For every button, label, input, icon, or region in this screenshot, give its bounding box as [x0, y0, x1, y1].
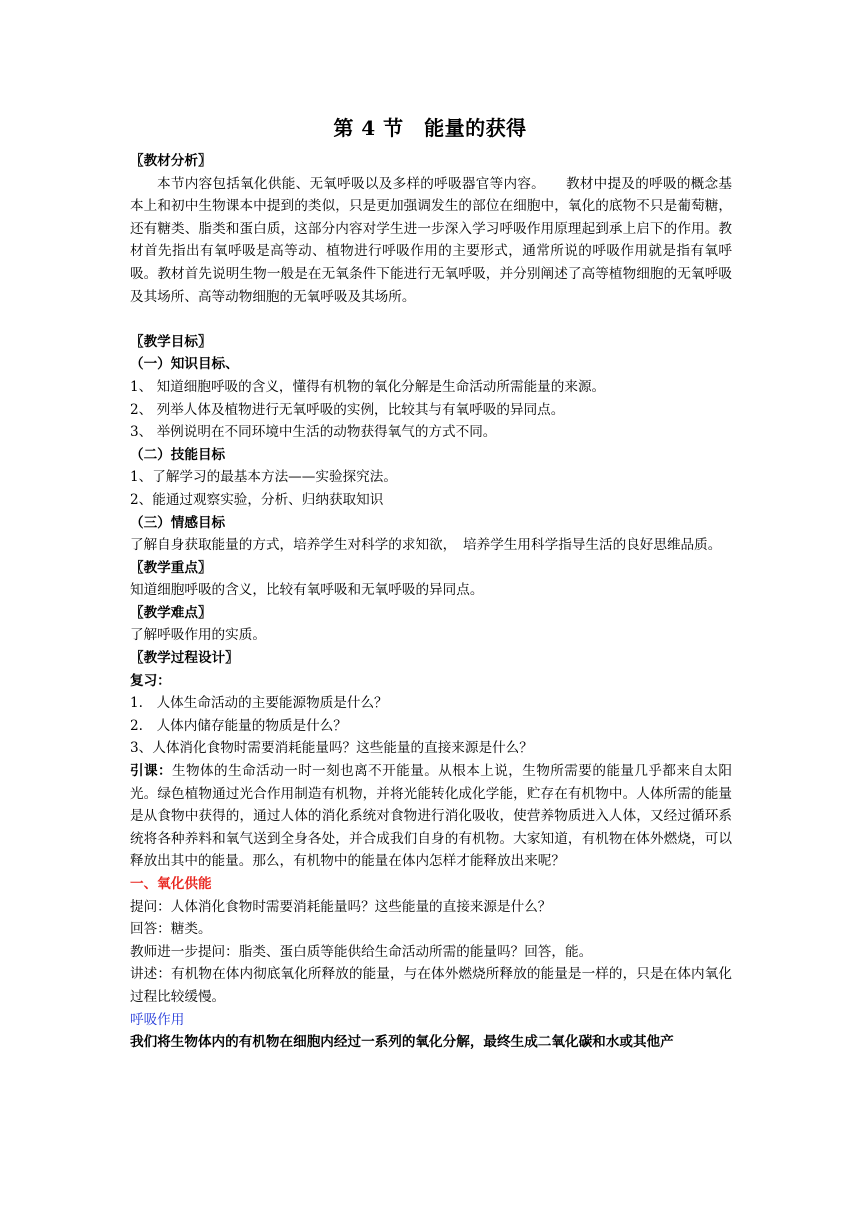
skill-goals-heading: （二）技能目标: [130, 446, 226, 463]
emotion-goals-heading: （三）情感目标: [130, 514, 226, 531]
list-item: 3、人体消化食物时需要消耗能量吗？这些能量的直接来源是什么？: [130, 740, 533, 757]
key-point-heading: 〖教学重点〗: [130, 559, 212, 576]
review-heading: 复习：: [130, 672, 171, 689]
difficulty-paragraph: 了解呼吸作用的实质。: [130, 627, 266, 644]
difficulty-heading: 〖教学难点〗: [130, 604, 212, 621]
list-item: 1、了解学习的最基本方法——实验探究法。: [130, 469, 397, 486]
page-title: 第 4 节 能量的获得: [333, 116, 527, 140]
intro-text: 生物体的生命活动一时一刻也离不开能量。从根本上说，生物所需要的能量几乎都来自太阳光。绿色植物通过光合作用制造有机物，并将光能转化成化学能，贮存在有机物中。人体所需的能量是从食物中获得的，通过人体的消化系统对食物进行消化吸收，使营养物质进入人体，又经过循环系统将各种养料和氧气送到全身各处，并合成我们自身的有机物。大家知道，有机物在体外燃烧，可以释放出其中的能量。那么，有机物中的能量在体内怎样才能释放出来呢？: [130, 763, 732, 870]
document-body: [130, 150, 732, 1054]
paragraph-line: 提问：人体消化食物时需要消耗能量吗？这些能量的直接来源是什么？: [130, 898, 552, 915]
list-item: 3、 举例说明在不同环境中生活的动物获得氧气的方式不同。: [130, 424, 497, 441]
paragraph-line: 教师进一步提问：脂类、蛋白质等能供给生命活动所需的能量吗？回答，能。: [130, 943, 593, 960]
knowledge-goals-heading: （一）知识目标、: [130, 356, 239, 373]
intro-paragraph: [130, 760, 732, 873]
spacer: [130, 308, 732, 331]
paragraph-line: 回答：糖类。: [130, 921, 212, 938]
process-heading: 〖教学过程设计〗: [130, 650, 239, 667]
list-item: 2、能通过观察实验，分析、归纳获取知识: [130, 491, 384, 508]
list-item: 1、 知道细胞呼吸的含义，懂得有机物的氧化分解是生命活动所需能量的来源。: [130, 378, 606, 395]
analysis-heading: 〖教材分析〗: [130, 153, 212, 169]
analysis-paragraph: 本节内容包括氧化供能、无氧呼吸以及多样的呼吸器官等内容。 教材中提及的呼吸的概念基本上和初中生物课本中提到的类似，只是更加强调发生的部位在细胞中，氧化的底物不只是葡萄糖，还有糖类、脂类和蛋白质，这部分内容对学生进一步深入学习呼吸作用原理起到承上启下的作用。教材首先指出有氧呼吸是高等动、植物进行呼吸作用的主要形式，通常所说的呼吸作用就是指有氧呼吸。教材首先说明生物一般是在无氧条件下能进行无氧呼吸，并分别阐述了高等植物细胞的无氧呼吸及其场所、高等动物细胞的无氧呼吸及其场所。: [130, 175, 732, 305]
intro-label: 引课：: [130, 763, 173, 780]
list-item: 2. 人体内储存能量的物质是什么？: [130, 717, 347, 734]
respiration-heading: 呼吸作用: [130, 1011, 185, 1028]
goals-heading: 〖教学目标〗: [130, 333, 212, 350]
paragraph-line: 讲述：有机物在体内彻底氧化所释放的能量，与在体外燃烧所释放的能量是一样的，只是在体内氧化过程比较缓慢。: [130, 966, 732, 1005]
list-item: 1. 人体生命活动的主要能源物质是什么？: [130, 695, 388, 712]
respiration-paragraph: 我们将生物体内的有机物在细胞内经过一系列的氧化分解，最终生成二氧化碳和水或其他产: [130, 1034, 674, 1051]
list-item: 2、 列举人体及植物进行无氧呼吸的实例，比较其与有氧呼吸的异同点。: [130, 401, 565, 418]
section-heading-oxidation: 一、氧化供能: [130, 876, 212, 892]
key-point-paragraph: 知道细胞呼吸的含义，比较有氧呼吸和无氧呼吸的异同点。: [130, 582, 484, 599]
emotion-goals-paragraph: 了解自身获取能量的方式，培养学生对科学的求知欲， 培养学生用科学指导生活的良好思维品质。: [130, 537, 722, 554]
